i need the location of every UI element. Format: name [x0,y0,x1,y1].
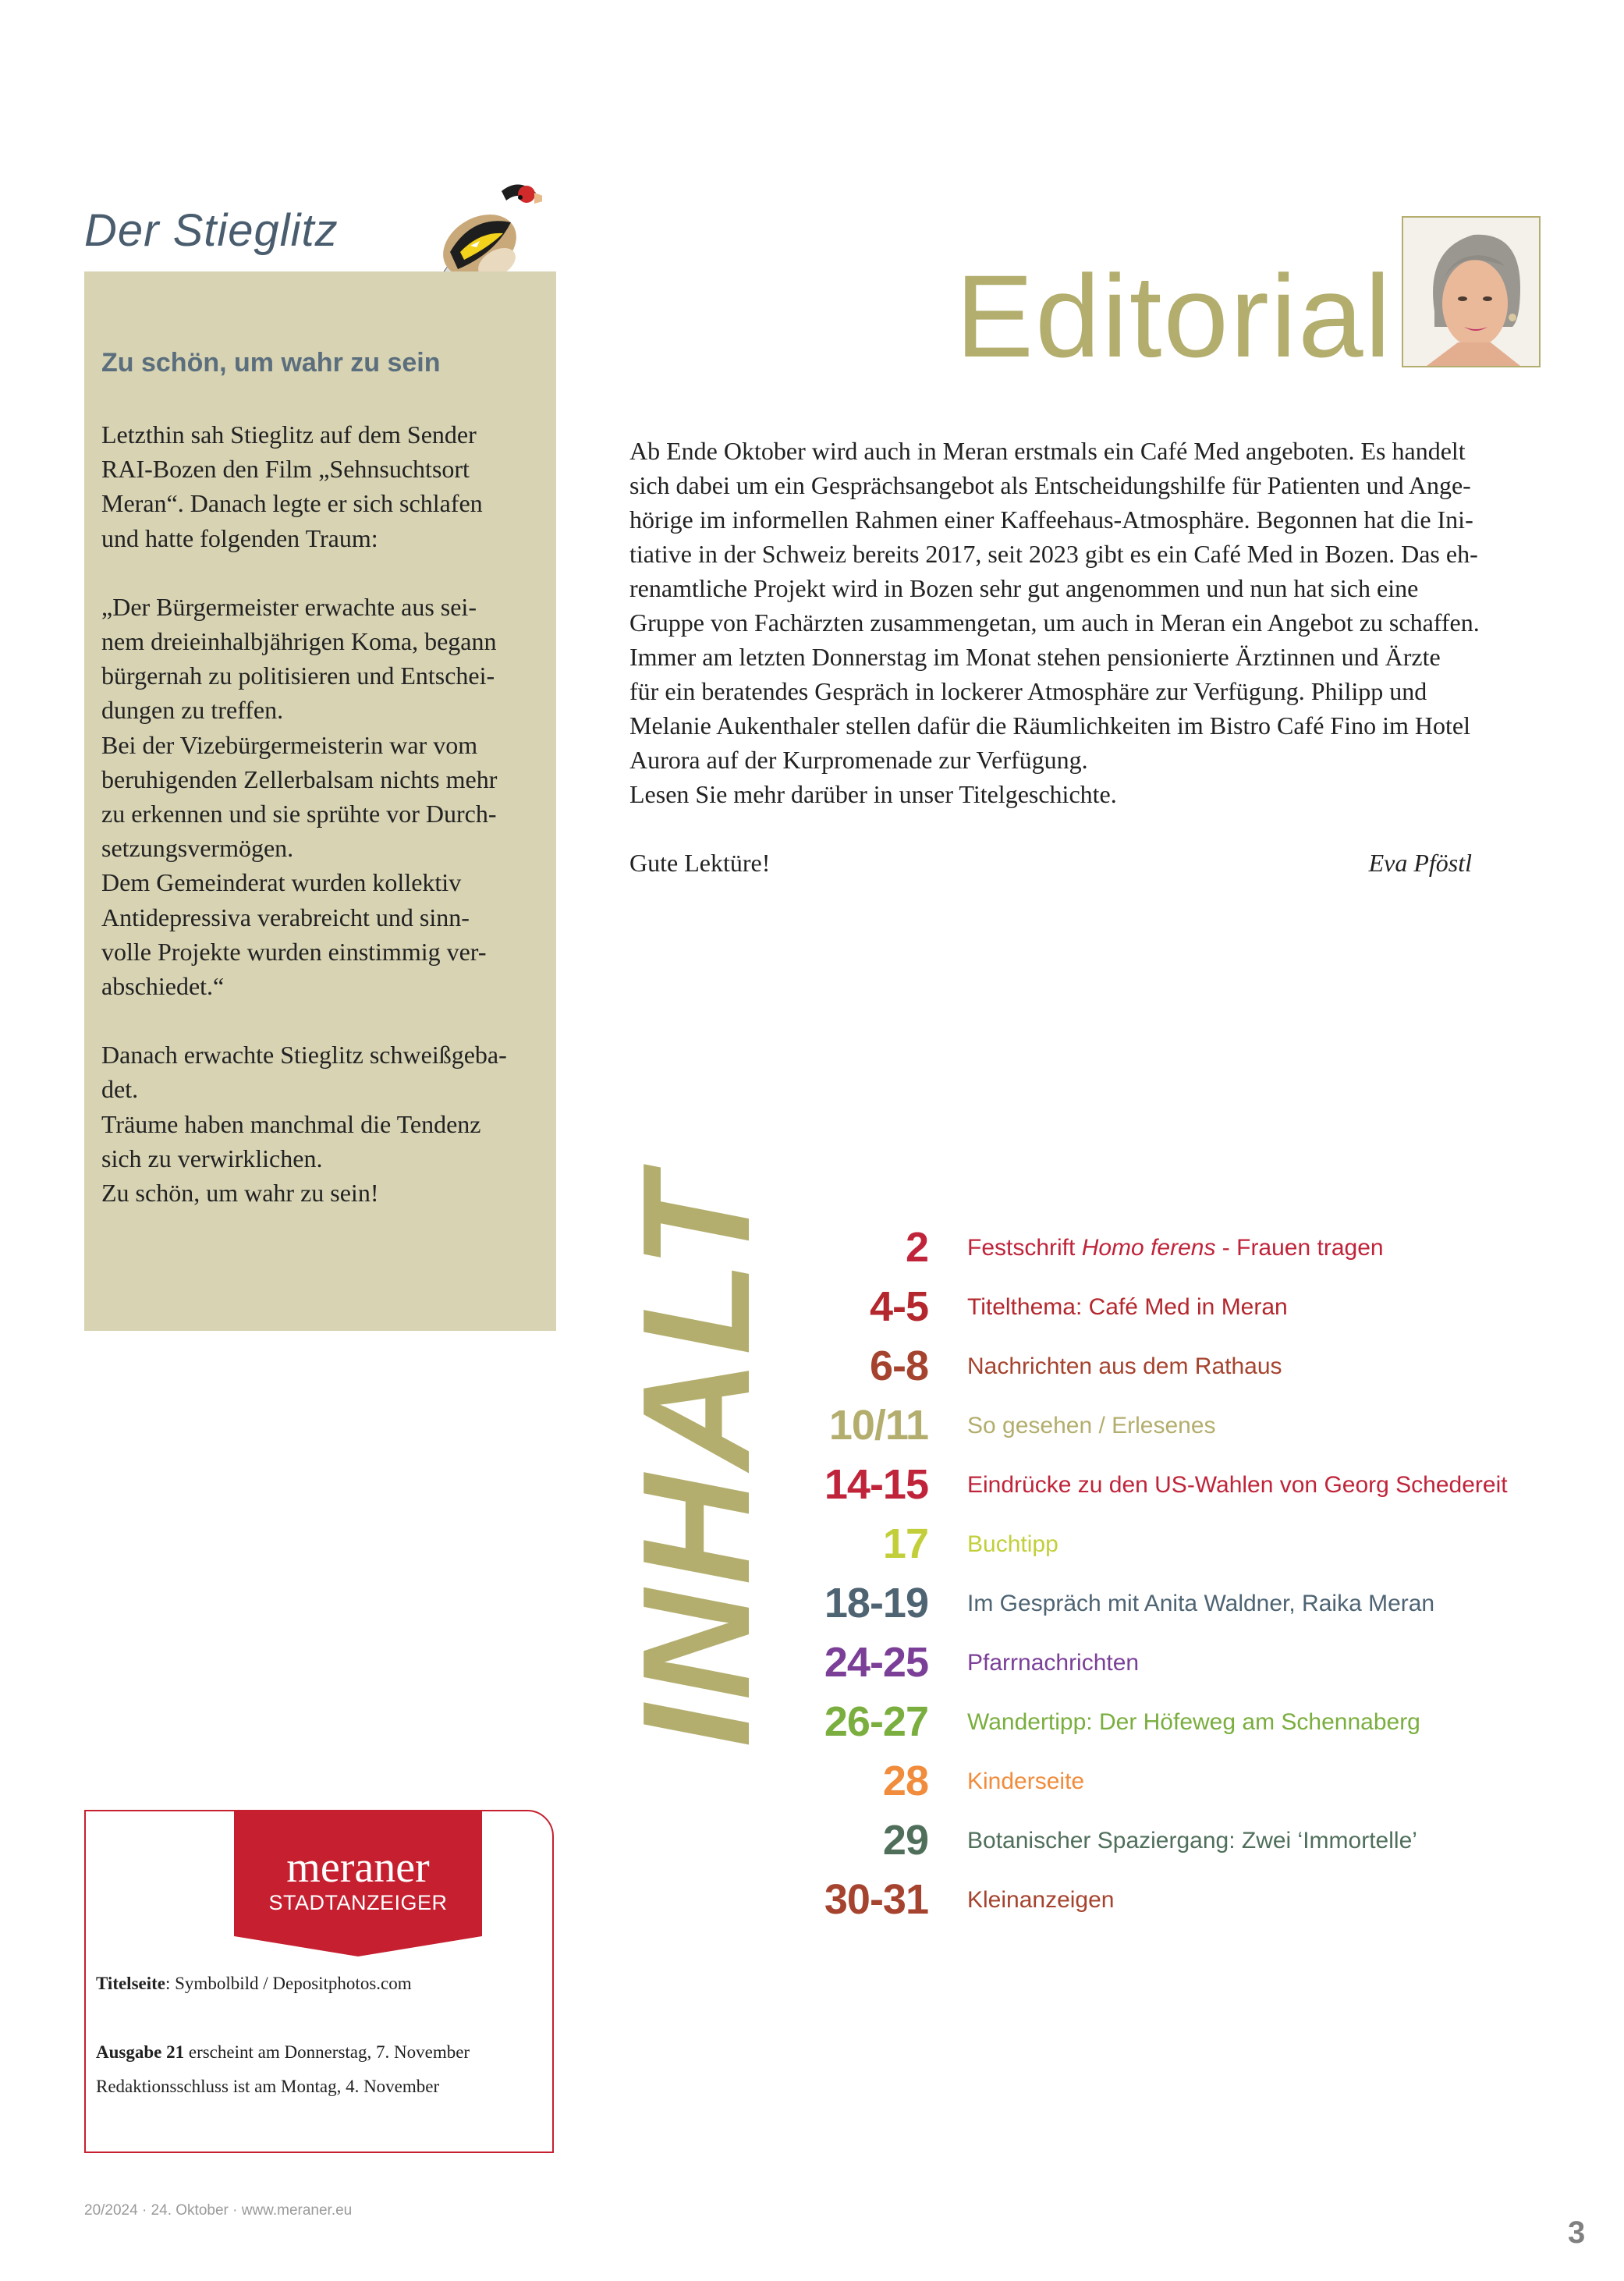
imprint-issue-line [96,2042,470,2063]
footer-issue-note: 20/2024 · 24. Oktober · www.meraner.eu [84,2202,353,2219]
page-number: 3 [1568,2215,1586,2250]
toc-page-number: 30-31 [824,1876,928,1923]
toc-title [967,1590,1434,1618]
stieglitz-column-box [84,271,556,1331]
toc-entry [780,1874,1591,1933]
toc-entry [780,1637,1591,1696]
toc-title-text: Wandertipp: Der Höfeweg am Schennaberg [967,1709,1420,1735]
toc-page-number: 10/11 [828,1402,928,1449]
toc-page-number: 4-5 [869,1283,928,1330]
toc-entry [780,1459,1591,1518]
toc-title [967,1886,1114,1914]
toc-entry [780,1755,1591,1815]
toc-title [967,1768,1084,1796]
toc-page-number: 26-27 [824,1698,928,1745]
toc-title-text: Festschrift [967,1235,1082,1261]
stieglitz-title: Der Stieglitz [84,205,339,256]
toc-page-number: 28 [882,1758,928,1804]
toc-page-number: 18-19 [824,1580,928,1626]
toc-entry [780,1518,1591,1577]
toc-title-text: Kleinanzeigen [967,1887,1115,1913]
toc-title-text: Buchtipp [967,1531,1058,1557]
toc-title-text: Pfarrnachrichten [967,1650,1140,1676]
toc-entry [780,1340,1591,1399]
toc-title [967,1531,1058,1559]
editorial-author: Eva Pföstl [1368,849,1472,877]
toc-title-text: Kinderseite [967,1768,1085,1794]
imprint-issue-label: Ausgabe 21 [96,2042,185,2062]
toc-title [967,1471,1508,1499]
imprint-issue-text: erscheint am Donnerstag, 7. November [184,2042,470,2062]
stieglitz-subtitle: Zu schön, um wahr zu sein [101,348,441,378]
imprint-cover-label: Titelseite [96,1974,165,1993]
toc-page-number: 14-15 [824,1461,928,1508]
toc-title [967,1708,1420,1736]
toc-title [967,1649,1139,1677]
stieglitz-text [101,417,533,1210]
toc-page-number: 6-8 [869,1343,928,1389]
toc-title [967,1412,1216,1440]
toc-title [967,1234,1384,1262]
imprint-deadline: Redaktionsschluss ist am Montag, 4. November [96,2077,440,2096]
toc-title-text: Nachrichten aus dem Rathaus [967,1353,1282,1379]
toc-title-text: Eindrücke zu den US-Wahlen von Georg Schedereit [967,1472,1508,1498]
imprint-cover-text: : Symbolbild / Depositphotos.com [165,1974,412,1993]
logo-subword: STADTANZEIGER [268,1891,448,1914]
toc-title-text: Botanischer Spaziergang: Zwei ‘Immortelle’ [967,1828,1417,1854]
editorial-title: Editorial [956,250,1392,381]
table-of-contents [780,1222,1591,1933]
toc-title [967,1293,1288,1321]
toc-title-text: Im Gespräch mit Anita Waldner, Raika Meran [967,1591,1435,1616]
toc-title-emphasis: Homo ferens [1081,1235,1216,1261]
toc-entry [780,1815,1591,1874]
toc-title [967,1827,1417,1855]
inhalt-heading: INHALT [611,1170,782,1747]
toc-entry [780,1399,1591,1459]
stieglitz-paragraph: Danach erwachte Stieglitz schweißgeba- det. Träume haben manchmal die Tendenz sich zu verwirklichen. Zu schön, um wahr zu sein! [101,1041,507,1208]
toc-page-number: 24-25 [824,1639,928,1686]
author-portrait [1402,216,1541,367]
toc-title [967,1353,1282,1381]
toc-entry [780,1696,1591,1755]
toc-entry [780,1577,1591,1637]
toc-entry [780,1281,1591,1340]
editorial-greeting: Gute Lektüre! [629,849,771,877]
editorial-paragraph: Ab Ende Oktober wird auch in Meran erstmals ein Café Med angeboten. Es handelt sich dabei um ein Gesprächsangebot als Entscheidungshilfe für Patienten und Ange- hörige im informellen Rahmen einer Kaffeehaus-Atmosphäre. Begonnen hat die Ini- tiative in der Schweiz bereits 2017, seit 2023 gibt es ein Café Med in Bozen. Das eh- renamtliche Projekt wird in Bozen sehr gut angenommen und nun hat sich eine Gruppe von Fachärzten zusammengetan, um auch in Meran ein Angebot zu schaffen. Immer am letzten Donnerstag im Monat stehen pensionierte Ärztinnen und Ärzte für ein beratendes Gespräch in lockerer Atmosphäre zur Verfügung. Philipp und Melanie Aukenthaler stellen dafür die Räumlichkeiten im Bistro Café Fino im Hotel Aurora auf der Kurpromenade zur Verfügung. Lesen Sie mehr darüber in unser Titelgeschichte. [629,437,1480,808]
toc-entry [780,1222,1591,1281]
logo-word: meraner [286,1843,430,1892]
meraner-stadtanzeiger-logo [234,1811,482,1956]
toc-page-number: 2 [905,1224,928,1271]
stieglitz-paragraph: „Der Bürgermeister erwachte aus sei- nem dreieinhalbjährigen Koma, begann bürgernah zu politisieren und Entschei- dungen zu treffen. Bei der Vizebürgermeisterin war vom beruhigenden Zellerbalsam nichts mehr zu erkennen und sie sprühte vor Durch- setzungsvermögen. Dem Gemeinderat wurden kollektiv Antidepressiva verabreicht und sinn- volle Projekte wurden einstimmig ver- abschiedet.“ [101,592,498,1001]
imprint-cover-line [96,1974,412,1994]
toc-page-number: 29 [882,1817,928,1864]
toc-title-text: Titelthema: Café Med in Meran [967,1294,1288,1320]
toc-page-number: 17 [882,1520,928,1567]
toc-title-text: So gesehen / Erlesenes [967,1413,1216,1438]
stieglitz-paragraph: Letzthin sah Stieglitz auf dem Sender RAI-Bozen den Film „Sehnsuchtsort Meran“. Danach legte er sich schlafen und hatte folgenden Traum: [101,420,483,552]
toc-title-suffix: - Frauen tragen [1215,1235,1384,1261]
editorial-text [629,434,1550,811]
